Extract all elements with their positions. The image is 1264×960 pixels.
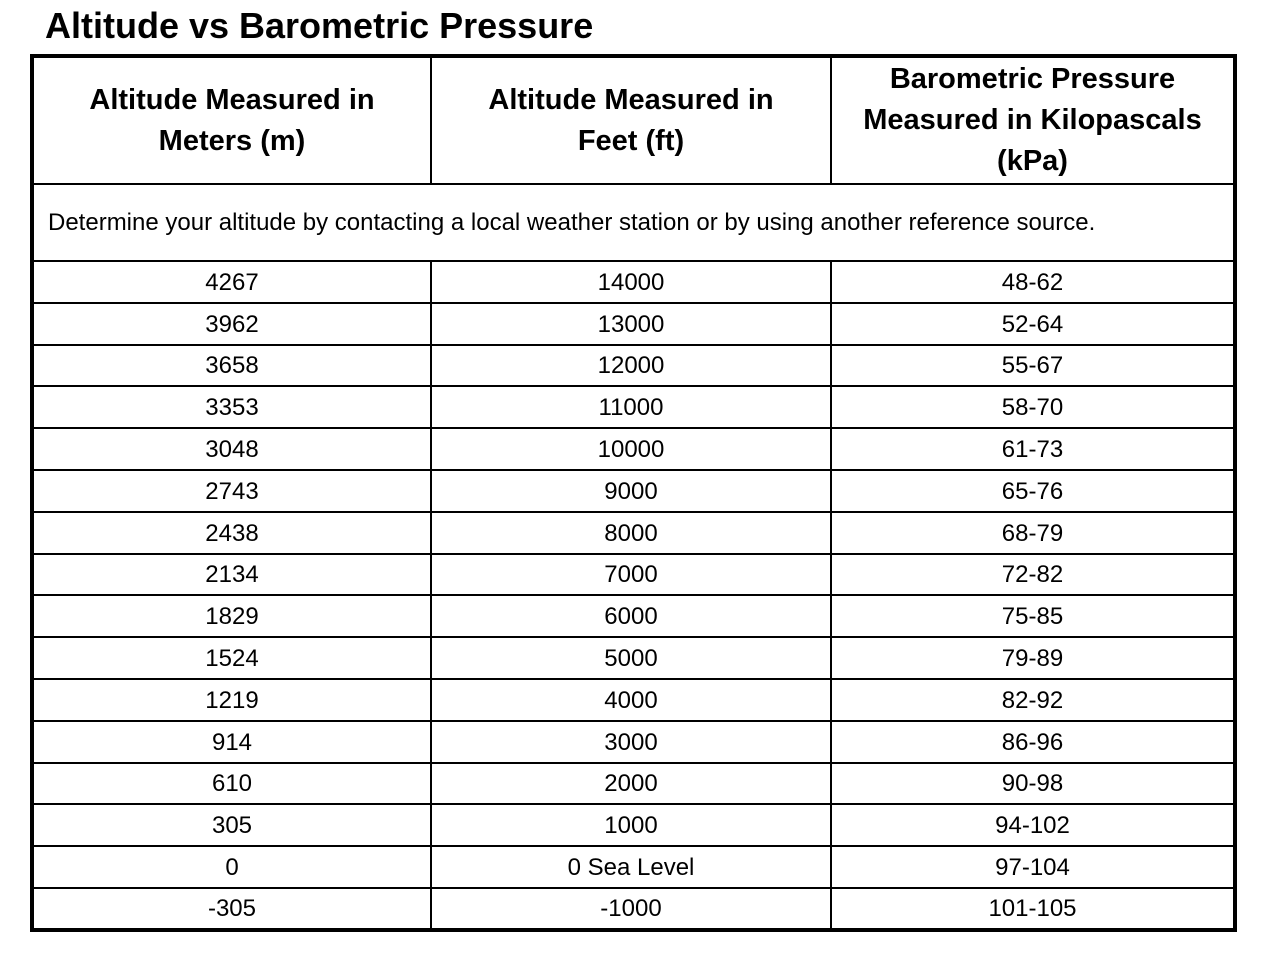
- cell-value: 65-76: [1001, 477, 1064, 505]
- note-text: Determine your altitude by contacting a local weather station or by using another reference source.: [32, 184, 1235, 261]
- cell-altitude-feet: [431, 595, 831, 637]
- cell-value: 10000: [597, 436, 665, 464]
- cell-altitude-feet: [431, 386, 831, 428]
- cell-value: 12000: [597, 352, 665, 380]
- cell-value: 75-85: [1001, 603, 1064, 631]
- cell-altitude-feet: [431, 721, 831, 763]
- cell-value: 4000: [604, 686, 658, 714]
- table-row: [32, 679, 1235, 721]
- cell-value: 79-89: [1001, 645, 1064, 673]
- cell-value: 5000: [604, 645, 658, 673]
- cell-value: 61-73: [1001, 436, 1064, 464]
- cell-value: 610: [211, 770, 253, 798]
- cell-pressure-kpa: [831, 386, 1235, 428]
- cell-altitude-meters: [32, 303, 431, 345]
- cell-altitude-feet: [431, 261, 831, 303]
- cell-altitude-feet: [431, 846, 831, 888]
- cell-value: 3962: [205, 310, 259, 338]
- cell-altitude-meters: [32, 470, 431, 512]
- cell-altitude-feet: [431, 679, 831, 721]
- cell-value: 101-105: [988, 895, 1077, 923]
- cell-value: 94-102: [995, 812, 1070, 840]
- cell-pressure-kpa: [831, 846, 1235, 888]
- cell-altitude-meters: [32, 345, 431, 387]
- table-row: [32, 512, 1235, 554]
- cell-value: 55-67: [1001, 352, 1064, 380]
- cell-value: -1000: [600, 895, 662, 923]
- cell-value: 2438: [205, 519, 259, 547]
- cell-altitude-feet: [431, 428, 831, 470]
- header-barometric-pressure: Barometric Pressure Measured in Kilopascals (kPa): [831, 56, 1235, 184]
- cell-pressure-kpa: [831, 261, 1235, 303]
- page-title: Altitude vs Barometric Pressure: [45, 5, 594, 46]
- cell-value: 58-70: [1001, 394, 1064, 422]
- table-row: [32, 386, 1235, 428]
- cell-value: 3658: [205, 352, 259, 380]
- table-row: [32, 888, 1235, 930]
- cell-pressure-kpa: [831, 721, 1235, 763]
- note-row: [32, 184, 1235, 261]
- cell-pressure-kpa: [831, 470, 1235, 512]
- cell-value: 6000: [604, 603, 658, 631]
- cell-value: 11000: [598, 394, 664, 422]
- cell-value: 13000: [597, 310, 665, 338]
- cell-pressure-kpa: [831, 428, 1235, 470]
- cell-value: 8000: [604, 519, 658, 547]
- cell-value: 1524: [205, 645, 259, 673]
- cell-value: 7000: [604, 561, 658, 589]
- altitude-pressure-table: [30, 54, 1237, 932]
- table-row: [32, 345, 1235, 387]
- cell-pressure-kpa: [831, 888, 1235, 930]
- cell-altitude-meters: [32, 804, 431, 846]
- cell-altitude-meters: [32, 679, 431, 721]
- table-row: [32, 470, 1235, 512]
- cell-altitude-meters: [32, 721, 431, 763]
- header-altitude-feet: Altitude Measured in Feet (ft): [431, 56, 831, 184]
- cell-altitude-meters: [32, 888, 431, 930]
- cell-value: 305: [211, 812, 253, 840]
- cell-value: 48-62: [1001, 268, 1064, 296]
- table-row: [32, 595, 1235, 637]
- cell-altitude-meters: [32, 554, 431, 596]
- cell-pressure-kpa: [831, 679, 1235, 721]
- cell-value: 9000: [604, 477, 658, 505]
- table-row: [32, 554, 1235, 596]
- cell-value: 0: [225, 854, 239, 882]
- cell-pressure-kpa: [831, 303, 1235, 345]
- cell-altitude-feet: [431, 303, 831, 345]
- cell-value: 0 Sea Level: [567, 854, 695, 882]
- cell-value: 90-98: [1001, 770, 1064, 798]
- table-body: [32, 184, 1235, 930]
- cell-value: 97-104: [995, 854, 1070, 882]
- cell-altitude-meters: [32, 386, 431, 428]
- table-row: [32, 637, 1235, 679]
- cell-value: 1219: [205, 686, 259, 714]
- cell-value: 3048: [205, 436, 259, 464]
- cell-altitude-feet: [431, 345, 831, 387]
- cell-altitude-feet: [431, 763, 831, 805]
- cell-altitude-feet: [431, 512, 831, 554]
- table-row: [32, 721, 1235, 763]
- cell-altitude-feet: [431, 804, 831, 846]
- cell-value: 52-64: [1001, 310, 1064, 338]
- cell-pressure-kpa: [831, 345, 1235, 387]
- cell-value: 14000: [597, 268, 665, 296]
- cell-altitude-feet: [431, 554, 831, 596]
- cell-altitude-meters: [32, 846, 431, 888]
- cell-altitude-meters: [32, 637, 431, 679]
- cell-pressure-kpa: [831, 595, 1235, 637]
- cell-value: 2743: [205, 477, 259, 505]
- table-row: [32, 804, 1235, 846]
- table-row: [32, 846, 1235, 888]
- cell-pressure-kpa: [831, 763, 1235, 805]
- cell-value: 1829: [205, 603, 259, 631]
- cell-pressure-kpa: [831, 804, 1235, 846]
- cell-value: 914: [211, 728, 253, 756]
- cell-pressure-kpa: [831, 554, 1235, 596]
- cell-altitude-meters: [32, 261, 431, 303]
- cell-altitude-feet: [431, 470, 831, 512]
- cell-pressure-kpa: [831, 512, 1235, 554]
- cell-altitude-feet: [431, 637, 831, 679]
- cell-altitude-meters: [32, 763, 431, 805]
- table-row: [32, 303, 1235, 345]
- cell-value: -305: [207, 895, 257, 923]
- cell-value: 2134: [205, 561, 259, 589]
- table-row: [32, 428, 1235, 470]
- cell-value: 3353: [205, 394, 259, 422]
- cell-value: 82-92: [1001, 686, 1064, 714]
- cell-value: 72-82: [1001, 561, 1064, 589]
- cell-pressure-kpa: [831, 637, 1235, 679]
- cell-value: 1000: [604, 812, 658, 840]
- cell-value: 4267: [205, 268, 259, 296]
- cell-altitude-meters: [32, 595, 431, 637]
- header-row: [32, 56, 1235, 184]
- cell-value: 3000: [604, 728, 658, 756]
- table-row: [32, 261, 1235, 303]
- table-row: [32, 763, 1235, 805]
- cell-value: 2000: [604, 770, 658, 798]
- cell-altitude-meters: [32, 512, 431, 554]
- header-altitude-meters: Altitude Measured in Meters (m): [32, 56, 431, 184]
- cell-value: 68-79: [1001, 519, 1064, 547]
- cell-altitude-meters: [32, 428, 431, 470]
- cell-value: 86-96: [1001, 728, 1064, 756]
- cell-altitude-feet: [431, 888, 831, 930]
